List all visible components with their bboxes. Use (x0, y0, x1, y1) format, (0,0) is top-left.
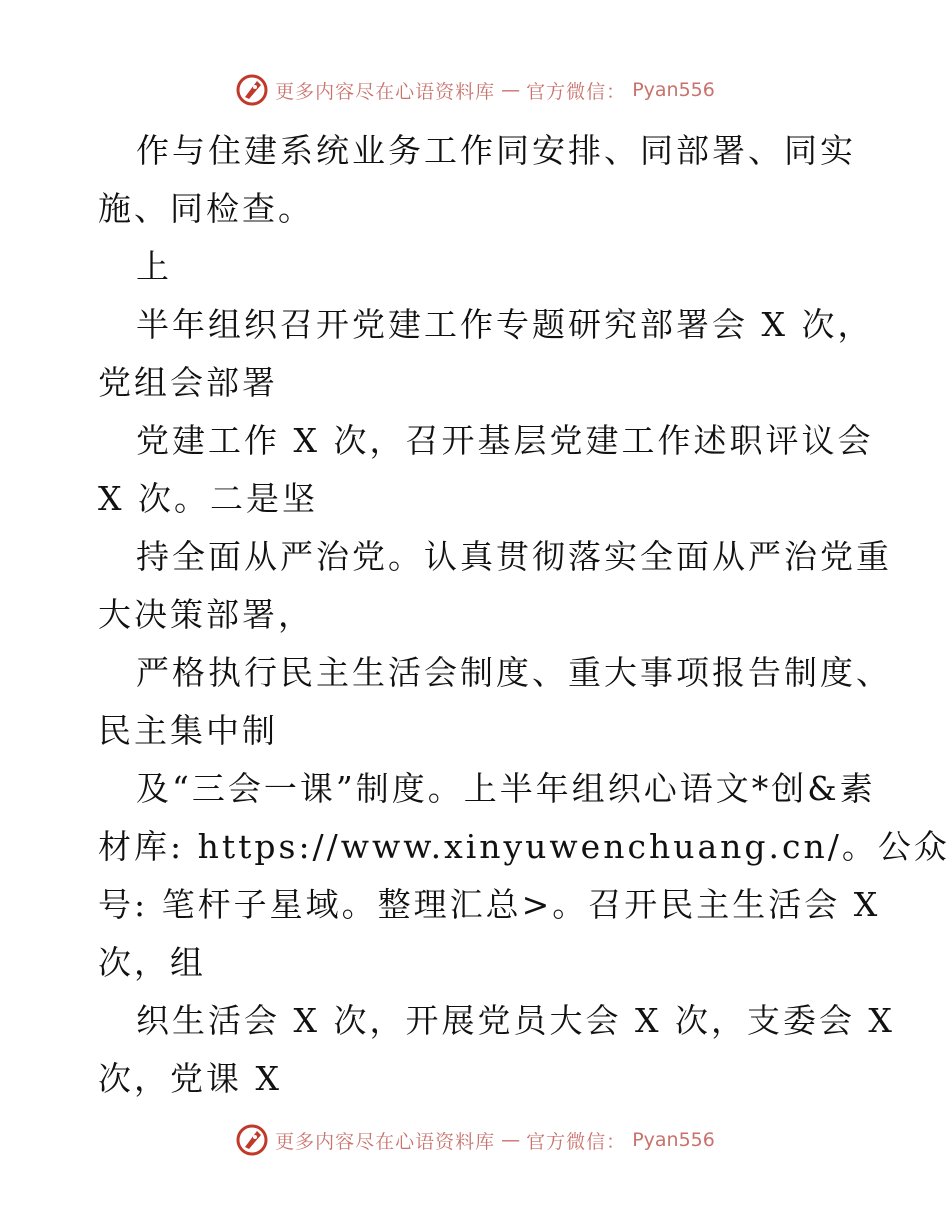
paragraph-line: 民主集中制 (98, 711, 278, 750)
watermark-site-text: 更多内容尽在心语资料库 (275, 1130, 496, 1153)
pen-nib-circle-icon (235, 1123, 269, 1157)
paragraph-line: 材库: https://www.xinyuwenchuang.cn/。公众 (98, 827, 950, 866)
paragraph-line: 次，党课 X (98, 1059, 282, 1098)
paragraph-line: 大决策部署， (98, 595, 314, 634)
watermark-separator: — (501, 79, 521, 101)
pen-nib-circle-icon (235, 73, 269, 107)
document-body (98, 122, 950, 1108)
watermark-wechat-label: 官方微信： (526, 80, 627, 103)
paragraph-line: 持全面从严治党。认真贯彻落实全面从严治党重 (136, 537, 892, 576)
paragraph-line: 织生活会 X 次，开展党员大会 X 次，支委会 X (136, 1001, 895, 1040)
watermark-wechat-id: Pyan556 (632, 1129, 715, 1151)
paragraph-line: 严格执行民主生活会制度、重大事项报告制度、 (136, 653, 892, 692)
watermark-separator: — (501, 1129, 521, 1151)
paragraph-line: 作与住建系统业务工作同安排、同部署、同实 (136, 131, 856, 170)
watermark-wechat-id: Pyan556 (632, 79, 715, 101)
paragraph-line: 党建工作 X 次，召开基层党建工作述职评议会 (136, 421, 874, 460)
paragraph-line: 号: 笔杆子星域。整理汇总>。召开民主生活会 X (98, 885, 881, 924)
paragraph-line: 次，组 (98, 943, 206, 982)
header-watermark (0, 70, 950, 110)
paragraph-line: 党组会部署 (98, 363, 278, 402)
watermark-wechat-label: 官方微信： (526, 1130, 627, 1153)
paragraph-line: 上 (136, 247, 172, 286)
paragraph-line: 施、同检查。 (98, 189, 314, 228)
paragraph-line: 及“三会一课”制度。上半年组织心语文*创&素 (136, 769, 876, 808)
footer-watermark (0, 1120, 950, 1160)
watermark-site-text: 更多内容尽在心语资料库 (275, 80, 496, 103)
paragraph-line: X 次。二是坚 (98, 479, 318, 518)
paragraph-line: 半年组织召开党建工作专题研究部署会 X 次， (136, 305, 874, 344)
